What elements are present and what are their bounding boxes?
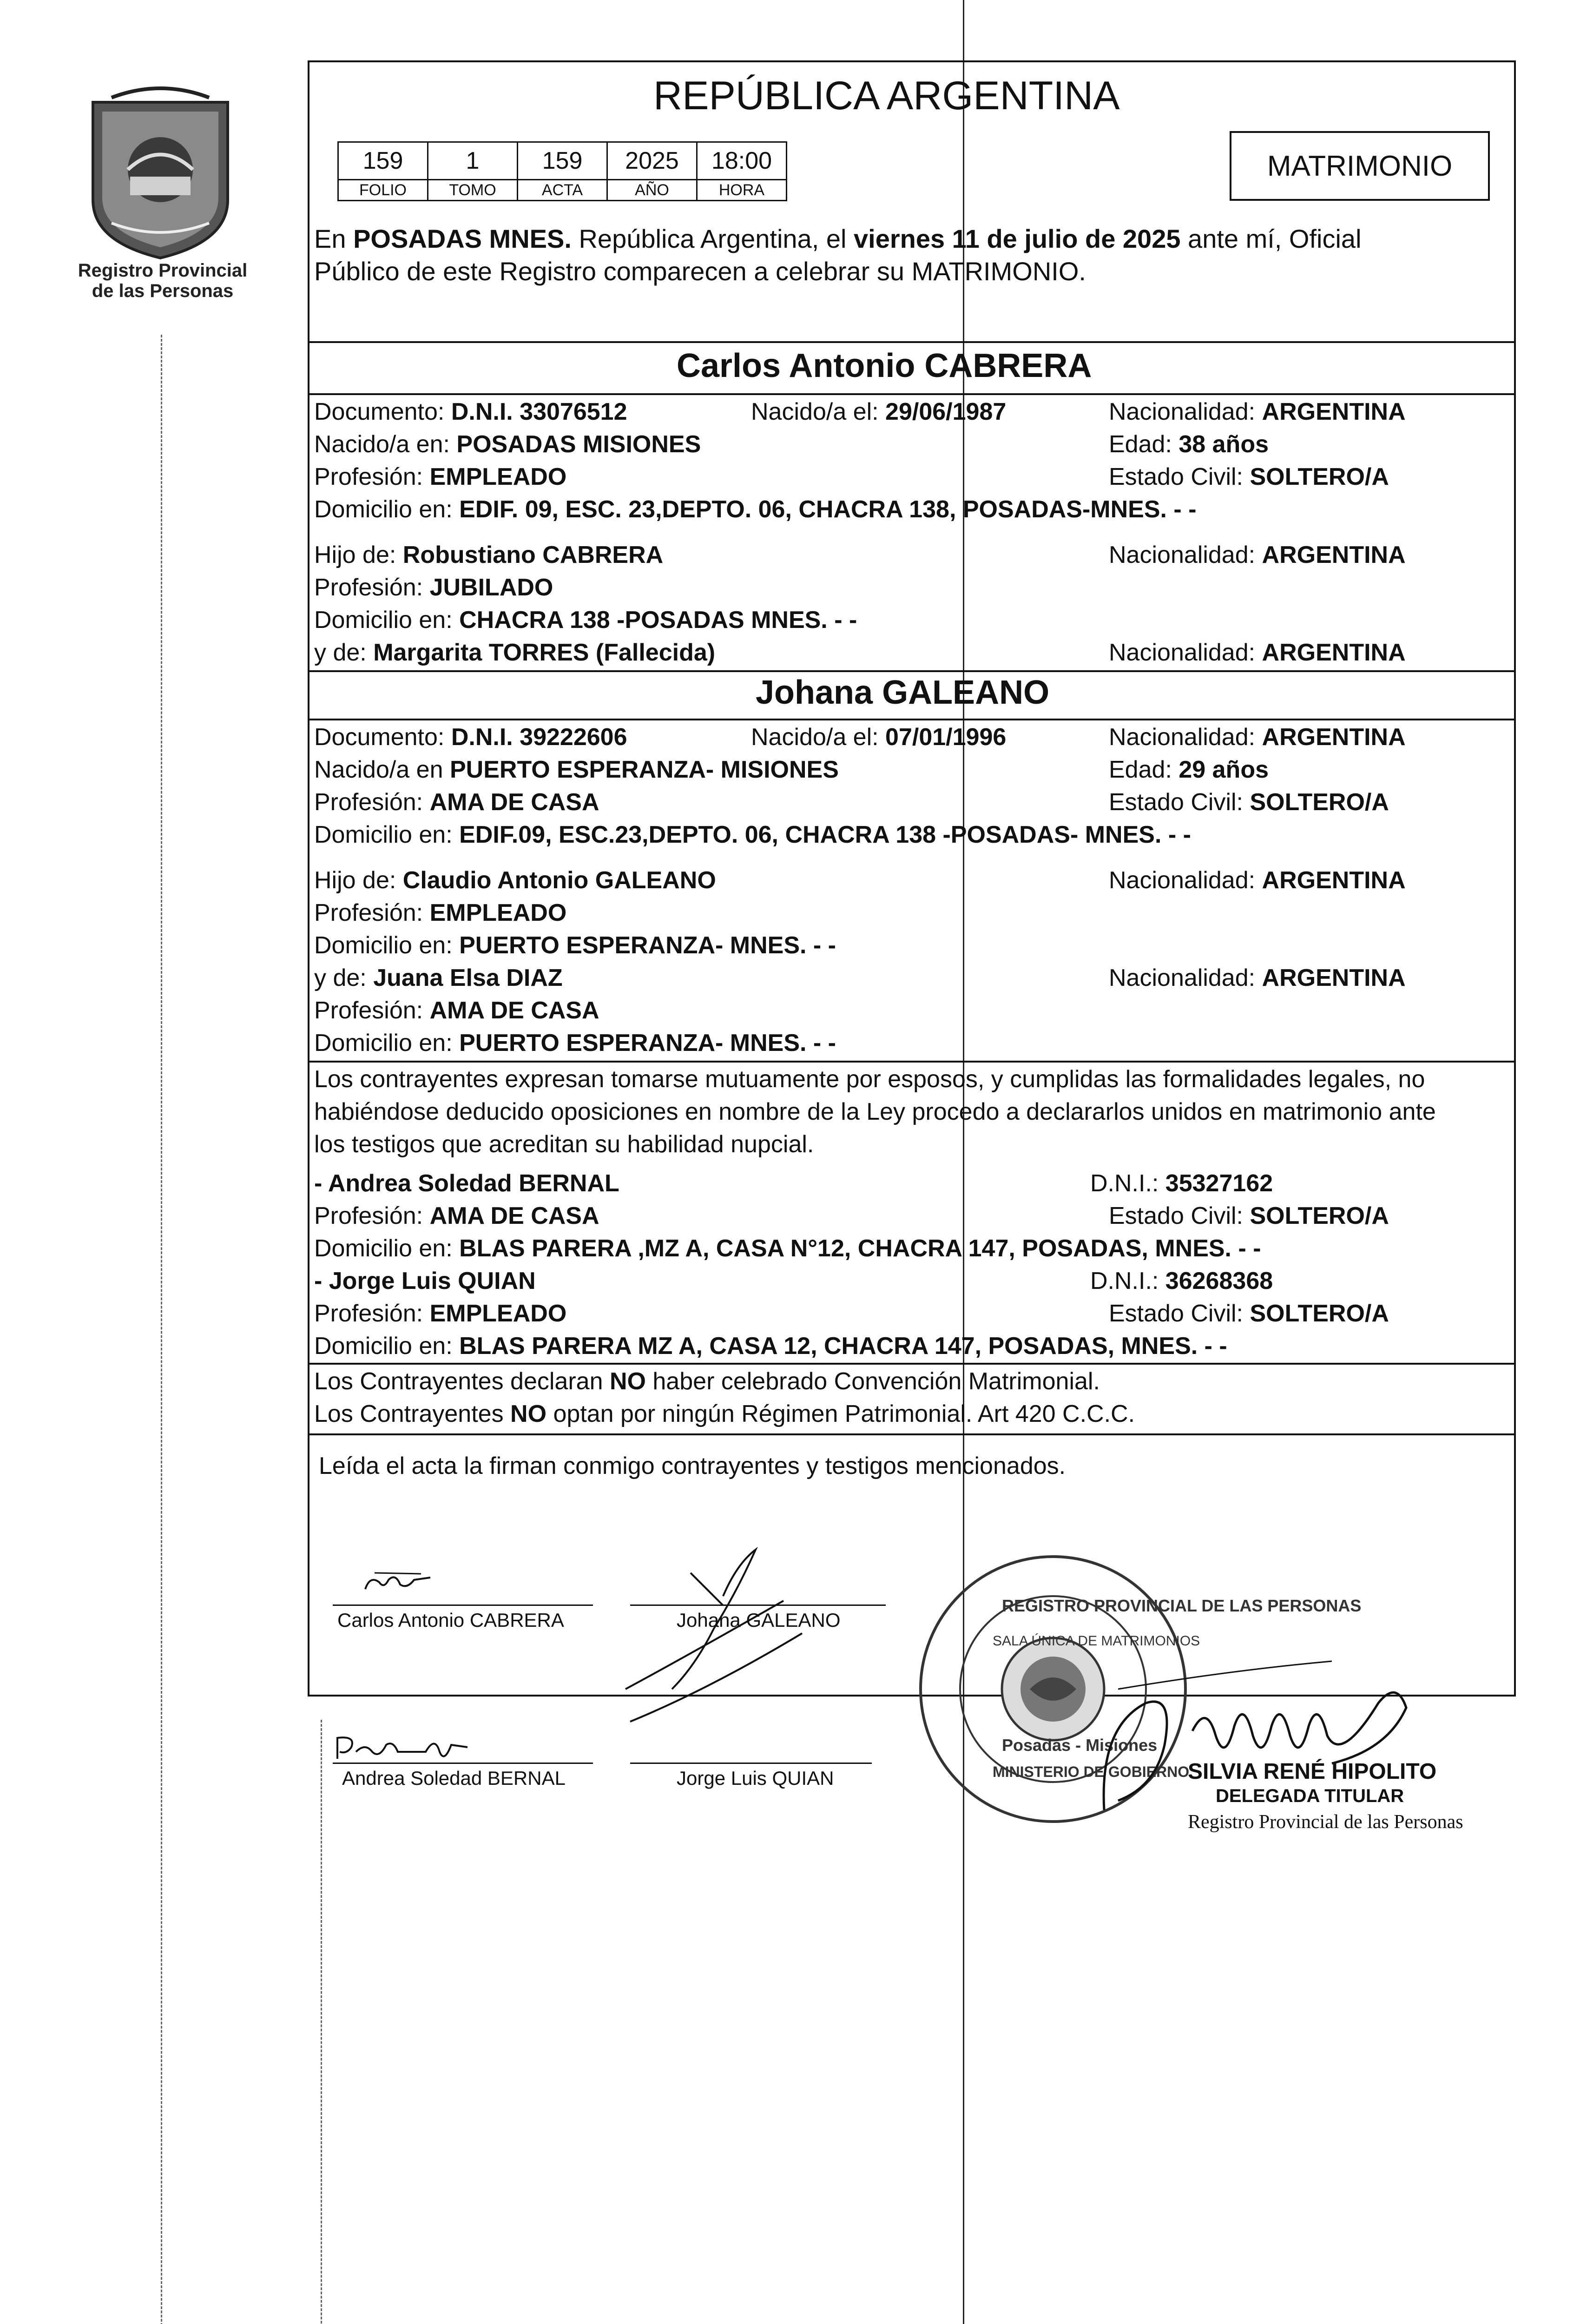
emphasis: NO xyxy=(609,1368,646,1395)
stamp-bottom-text: Posadas - Misiones xyxy=(1002,1736,1158,1755)
groom-nacionalidad xyxy=(1109,398,1406,426)
bride-signature-label: Johana GALEANO xyxy=(677,1609,841,1631)
label: Edad: xyxy=(1109,431,1179,458)
groom-padre-domicilio xyxy=(314,606,857,634)
bride-estado xyxy=(1109,788,1389,816)
intro-date: viernes 11 de julio de 2025 xyxy=(853,224,1181,253)
bride-lugar xyxy=(314,756,839,784)
label: Profesión: xyxy=(314,789,430,816)
witness2-domicilio xyxy=(314,1332,1227,1360)
witness2-name: - Jorge Luis QUIAN xyxy=(314,1268,536,1294)
label: Nacionalidad: xyxy=(1109,398,1262,425)
value: SOLTERO/A xyxy=(1250,1202,1389,1229)
label: Documento: xyxy=(314,398,451,425)
value: 29 años xyxy=(1178,756,1269,783)
witness2-signature-line xyxy=(630,1763,872,1764)
label: y de: xyxy=(314,964,374,991)
bride-documento xyxy=(314,723,627,751)
divider xyxy=(309,719,1514,720)
value: 07/01/1996 xyxy=(885,724,1007,751)
value: Claudio Antonio GALEANO xyxy=(402,867,716,894)
acta-label: ACTA xyxy=(518,180,607,201)
intro-line2: Público de este Registro comparecen a celebrar su MATRIMONIO. xyxy=(314,257,1086,286)
emphasis: NO xyxy=(510,1400,547,1427)
intro-mid: República Argentina, el xyxy=(571,224,854,253)
witness1-domicilio xyxy=(314,1235,1261,1262)
value: PUERTO ESPERANZA- MNES. - - xyxy=(459,1030,836,1056)
divider xyxy=(309,341,1514,343)
text: optan por ningún Régimen Patrimonial. Art 420 C.C.C. xyxy=(546,1400,1135,1427)
value: AMA DE CASA xyxy=(429,1202,599,1229)
label: Profesión: xyxy=(314,1202,430,1229)
bride-profesion xyxy=(314,788,599,816)
label: Estado Civil: xyxy=(1109,1202,1250,1229)
act-type: MATRIMONIO xyxy=(1267,150,1453,182)
bride-nacido xyxy=(751,723,1006,751)
label: Estado Civil: xyxy=(1109,463,1250,490)
groom-madre-nacionalidad xyxy=(1109,639,1406,667)
label: Domicilio en: xyxy=(314,1030,460,1056)
intro-line1 xyxy=(314,225,1362,253)
divider xyxy=(309,393,1514,395)
groom-edad xyxy=(1109,430,1269,458)
witness1-profesion xyxy=(314,1202,599,1230)
label: Domicilio en: xyxy=(314,1235,460,1262)
value: 29/06/1987 xyxy=(885,398,1007,425)
folio-label: FOLIO xyxy=(338,180,428,201)
divider xyxy=(309,1363,1514,1365)
groom-domicilio xyxy=(314,495,1197,523)
officer-office: Registro Provincial de las Personas xyxy=(1188,1811,1463,1833)
witness1-name: - Andrea Soledad BERNAL xyxy=(314,1170,619,1197)
label: Nacionalidad: xyxy=(1109,964,1262,991)
groom-padre xyxy=(314,541,663,569)
divider xyxy=(309,1433,1514,1435)
groom-signature xyxy=(361,1564,454,1601)
label: Profesión: xyxy=(314,463,430,490)
value: D.N.I. 33076512 xyxy=(451,398,627,425)
value: EMPLEADO xyxy=(429,899,567,926)
hora-label: HORA xyxy=(697,180,787,201)
stamp-inner-text: SALA ÚNICA DE MATRIMONIOS xyxy=(993,1633,1200,1649)
value: SOLTERO/A xyxy=(1250,463,1389,490)
divider xyxy=(309,1061,1514,1063)
value: EDIF.09, ESC.23,DEPTO. 06, CHACRA 138 -POSADAS- MNES. - - xyxy=(459,821,1191,848)
value: BLAS PARERA MZ A, CASA 12, CHACRA 147, POSADAS, MNES. - - xyxy=(459,1333,1227,1360)
margin-dots-2 xyxy=(321,1720,322,2324)
divider xyxy=(309,670,1514,672)
acta-value: 159 xyxy=(518,142,607,180)
value: ARGENTINA xyxy=(1262,964,1406,991)
value: CHACRA 138 -POSADAS MNES. - - xyxy=(459,607,857,634)
bride-madre xyxy=(314,964,563,992)
hora-value: 18:00 xyxy=(697,142,787,180)
stamp-outer-text: REGISTRO PROVINCIAL DE LAS PERSONAS xyxy=(1002,1596,1362,1615)
value: Margarita TORRES (Fallecida) xyxy=(373,639,716,666)
text: Los Contrayentes xyxy=(314,1400,511,1427)
groom-madre xyxy=(314,639,715,667)
label: Domicilio en: xyxy=(314,821,460,848)
value: AMA DE CASA xyxy=(429,997,599,1024)
value: ARGENTINA xyxy=(1262,867,1406,894)
value: Robustiano CABRERA xyxy=(402,541,664,568)
label: Profesión: xyxy=(314,1300,430,1327)
tomo-value: 1 xyxy=(428,142,518,180)
province-crest-logo xyxy=(84,84,237,260)
convention-line1 xyxy=(314,1367,1100,1395)
bride-edad xyxy=(1109,756,1269,784)
label: D.N.I.: xyxy=(1090,1268,1165,1294)
bride-signature xyxy=(616,1536,811,1736)
groom-padre-nacionalidad xyxy=(1109,541,1406,569)
value: POSADAS MISIONES xyxy=(456,431,701,458)
act-type-box xyxy=(1230,131,1490,201)
label: Profesión: xyxy=(314,997,430,1024)
bride-name: Johana GALEANO xyxy=(756,674,1050,711)
groom-signature-label: Carlos Antonio CABRERA xyxy=(337,1609,564,1631)
witness2-profesion xyxy=(314,1300,566,1327)
groom-signature-line xyxy=(333,1604,593,1606)
bride-padre xyxy=(314,866,716,894)
label: Documento: xyxy=(314,724,451,751)
value: 38 años xyxy=(1178,431,1269,458)
value: BLAS PARERA ,MZ A, CASA N°12, CHACRA 147, POSADAS, MNES. - - xyxy=(459,1235,1261,1262)
label: Nacido/a el: xyxy=(751,398,886,425)
witness1-signature xyxy=(328,1726,500,1768)
label: Domicilio en: xyxy=(314,932,460,959)
value: 36268368 xyxy=(1165,1268,1273,1294)
groom-profesion xyxy=(314,463,566,491)
ano-value: 2025 xyxy=(607,142,697,180)
officer-name: SILVIA RENÉ HIPOLITO xyxy=(1188,1759,1437,1784)
groom-estado xyxy=(1109,463,1389,491)
value: 35327162 xyxy=(1165,1170,1273,1197)
ano-label: AÑO xyxy=(607,180,697,201)
officer-title: DELEGADA TITULAR xyxy=(1216,1786,1404,1806)
groom-name: Carlos Antonio CABRERA xyxy=(677,347,1092,384)
bride-domicilio xyxy=(314,821,1191,849)
bride-padre-nacionalidad xyxy=(1109,866,1406,894)
intro-pre: En xyxy=(314,224,354,253)
witness2-estado xyxy=(1109,1300,1389,1327)
convention-line2 xyxy=(314,1400,1135,1428)
label: Profesión: xyxy=(314,899,430,926)
label: Edad: xyxy=(1109,756,1179,783)
label: Hijo de: xyxy=(314,867,403,894)
margin-dots xyxy=(161,335,162,2324)
tomo-label: TOMO xyxy=(428,180,518,201)
intro-post: ante mí, Oficial xyxy=(1180,224,1362,253)
value: EMPLEADO xyxy=(429,1300,567,1327)
witness2-signature-label: Jorge Luis QUIAN xyxy=(677,1767,834,1789)
crest-caption-line2: de las Personas xyxy=(92,281,234,301)
value: SOLTERO/A xyxy=(1250,1300,1389,1327)
declaration-line1: Los contrayentes expresan tomarse mutuamente por esposos, y cumplidas las formalidades legales, no xyxy=(314,1066,1425,1093)
folio-value: 159 xyxy=(338,142,428,180)
page-title: REPÚBLICA ARGENTINA xyxy=(653,73,1120,118)
intro-place: POSADAS MNES. xyxy=(353,224,572,253)
label: D.N.I.: xyxy=(1090,1170,1165,1197)
label: Profesión: xyxy=(314,574,430,601)
groom-lugar xyxy=(314,430,701,458)
witness2-dni xyxy=(1090,1267,1273,1295)
closing-text: Leída el acta la firman conmigo contrayentes y testigos mencionados. xyxy=(319,1452,1066,1479)
value: EDIF. 09, ESC. 23,DEPTO. 06, CHACRA 138, POSADAS-MNES. - - xyxy=(459,496,1197,523)
label: Nacido/a el: xyxy=(751,724,886,751)
label: Nacionalidad: xyxy=(1109,639,1262,666)
value: AMA DE CASA xyxy=(429,789,599,816)
bride-madre-profesion xyxy=(314,997,599,1024)
value: SOLTERO/A xyxy=(1250,789,1389,816)
bride-madre-nacionalidad xyxy=(1109,964,1406,992)
value: D.N.I. 39222606 xyxy=(451,724,627,751)
value: JUBILADO xyxy=(429,574,553,601)
witness1-signature-label: Andrea Soledad BERNAL xyxy=(342,1767,566,1789)
witness1-dni xyxy=(1090,1169,1273,1197)
label: Nacido/a en xyxy=(314,756,450,783)
label: Domicilio en: xyxy=(314,1333,460,1360)
value: EMPLEADO xyxy=(429,463,567,490)
bride-padre-profesion xyxy=(314,899,566,927)
reference-table xyxy=(337,141,787,201)
text: Los Contrayentes declaran xyxy=(314,1368,610,1395)
bride-nacionalidad xyxy=(1109,723,1406,751)
value: Juana Elsa DIAZ xyxy=(373,964,563,991)
stamp-ministry-text: MINISTERIO DE GOBIERNO xyxy=(993,1763,1190,1780)
label: Nacionalidad: xyxy=(1109,867,1262,894)
value: ARGENTINA xyxy=(1262,724,1406,751)
groom-nacido xyxy=(751,398,1006,426)
text: haber celebrado Convención Matrimonial. xyxy=(645,1368,1100,1395)
witness1-signature-line xyxy=(333,1763,593,1764)
value: PUERTO ESPERANZA- MISIONES xyxy=(449,756,839,783)
witness1-estado xyxy=(1109,1202,1389,1230)
label: Domicilio en: xyxy=(314,496,460,523)
label: Estado Civil: xyxy=(1109,1300,1250,1327)
value: ARGENTINA xyxy=(1262,541,1406,568)
crest-caption-line1: Registro Provincial xyxy=(78,260,248,281)
label: Nacionalidad: xyxy=(1109,724,1262,751)
declaration-line3: los testigos que acreditan su habilidad nupcial. xyxy=(314,1131,814,1158)
groom-padre-profesion xyxy=(314,574,553,601)
bride-signature-line xyxy=(630,1604,886,1606)
label: Nacido/a en: xyxy=(314,431,457,458)
groom-documento xyxy=(314,398,627,426)
label: Domicilio en: xyxy=(314,607,460,634)
declaration-line2: habiéndose deducido oposiciones en nombre de la Ley procedo a declararlos unidos en matrimonio ante xyxy=(314,1098,1436,1125)
value: ARGENTINA xyxy=(1262,398,1406,425)
value: ARGENTINA xyxy=(1262,639,1406,666)
crest-caption xyxy=(70,260,256,301)
bride-madre-domicilio xyxy=(314,1029,836,1057)
bride-padre-domicilio xyxy=(314,931,836,959)
value: PUERTO ESPERANZA- MNES. - - xyxy=(459,932,836,959)
label: y de: xyxy=(314,639,374,666)
label: Nacionalidad: xyxy=(1109,541,1262,568)
label: Hijo de: xyxy=(314,541,403,568)
label: Estado Civil: xyxy=(1109,789,1250,816)
marriage-certificate xyxy=(308,60,1516,1833)
